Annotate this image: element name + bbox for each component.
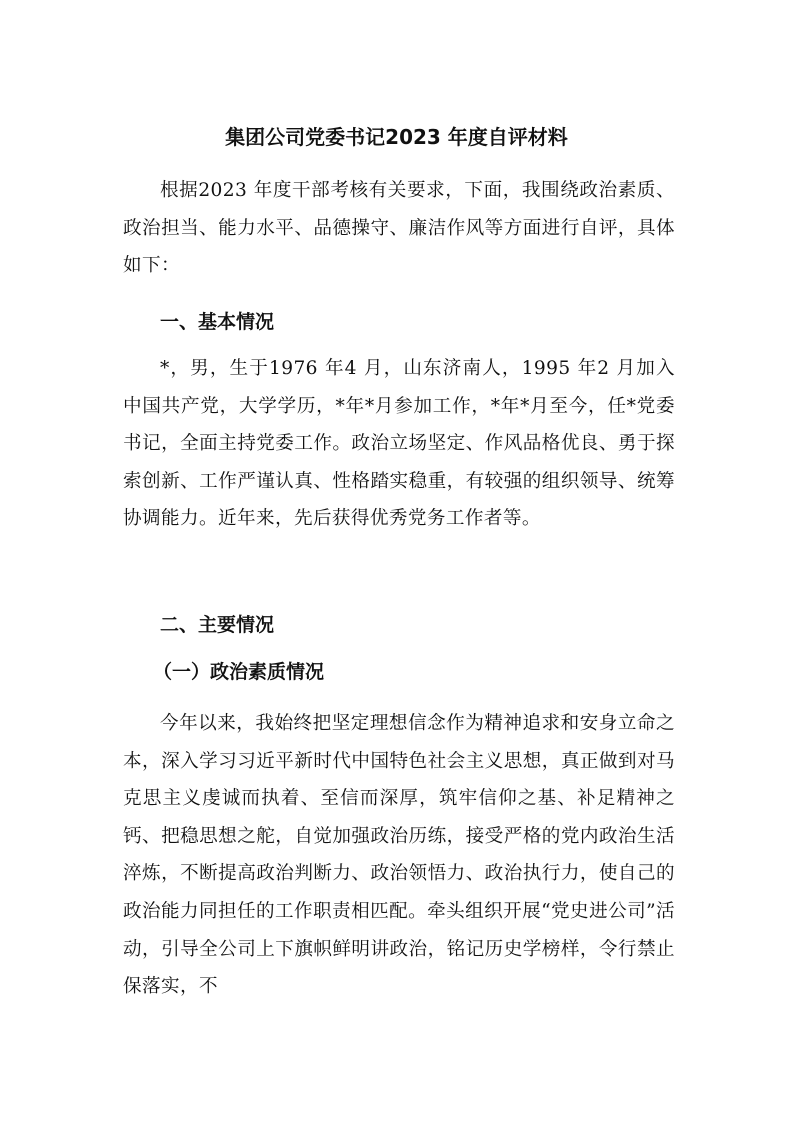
subsection-1-paragraph: 今年以来，我始终把坚定理想信念作为精神追求和安身立命之本，深入学习习近平新时代中国特色社会主义思想，真正做到对马克思主义虔诚而执着、至信而深厚，筑牢信仰之基、补足精神之钙、把稳思想之舵，自觉加强政治历练，接受严格的党内政治生活淬炼，不断提高政治判断力、政治领悟力、政治执行力，使自己的政治能力同担任的工作职责相匹配。牵头组织开展“党史进公司”活动，引导全公司上下旗帜鲜明讲政治，铭记历史学榜样，令行禁止保落实，不 bbox=[123, 713, 675, 998]
section-2-heading: 二、主要情况 bbox=[160, 614, 275, 636]
section-1-paragraph: *，男，生于1976 年4 月，山东济南人，1995 年2 月加入中国共产党，大学学历，*年*月参加工作，*年*月至今，任*党委书记，全面主持党委工作。政治立场坚定、作风品格优良、勇于探索创新、工作严谨认真、性格踏实稳重，有较强的组织领导、统筹协调能力。近年来，先后获得优秀党务工作者等。 bbox=[123, 358, 675, 530]
document-title: 集团公司党委书记2023 年度自评材料 bbox=[225, 125, 568, 149]
section-1-heading: 一、基本情况 bbox=[160, 311, 275, 333]
subsection-1-heading: （一）政治素质情况 bbox=[153, 661, 325, 683]
intro-paragraph: 根据2023 年度干部考核有关要求，下面，我围绕政治素质、政治担当、能力水平、品德操守、廉洁作风等方面进行自评，具体如下： bbox=[123, 180, 675, 277]
